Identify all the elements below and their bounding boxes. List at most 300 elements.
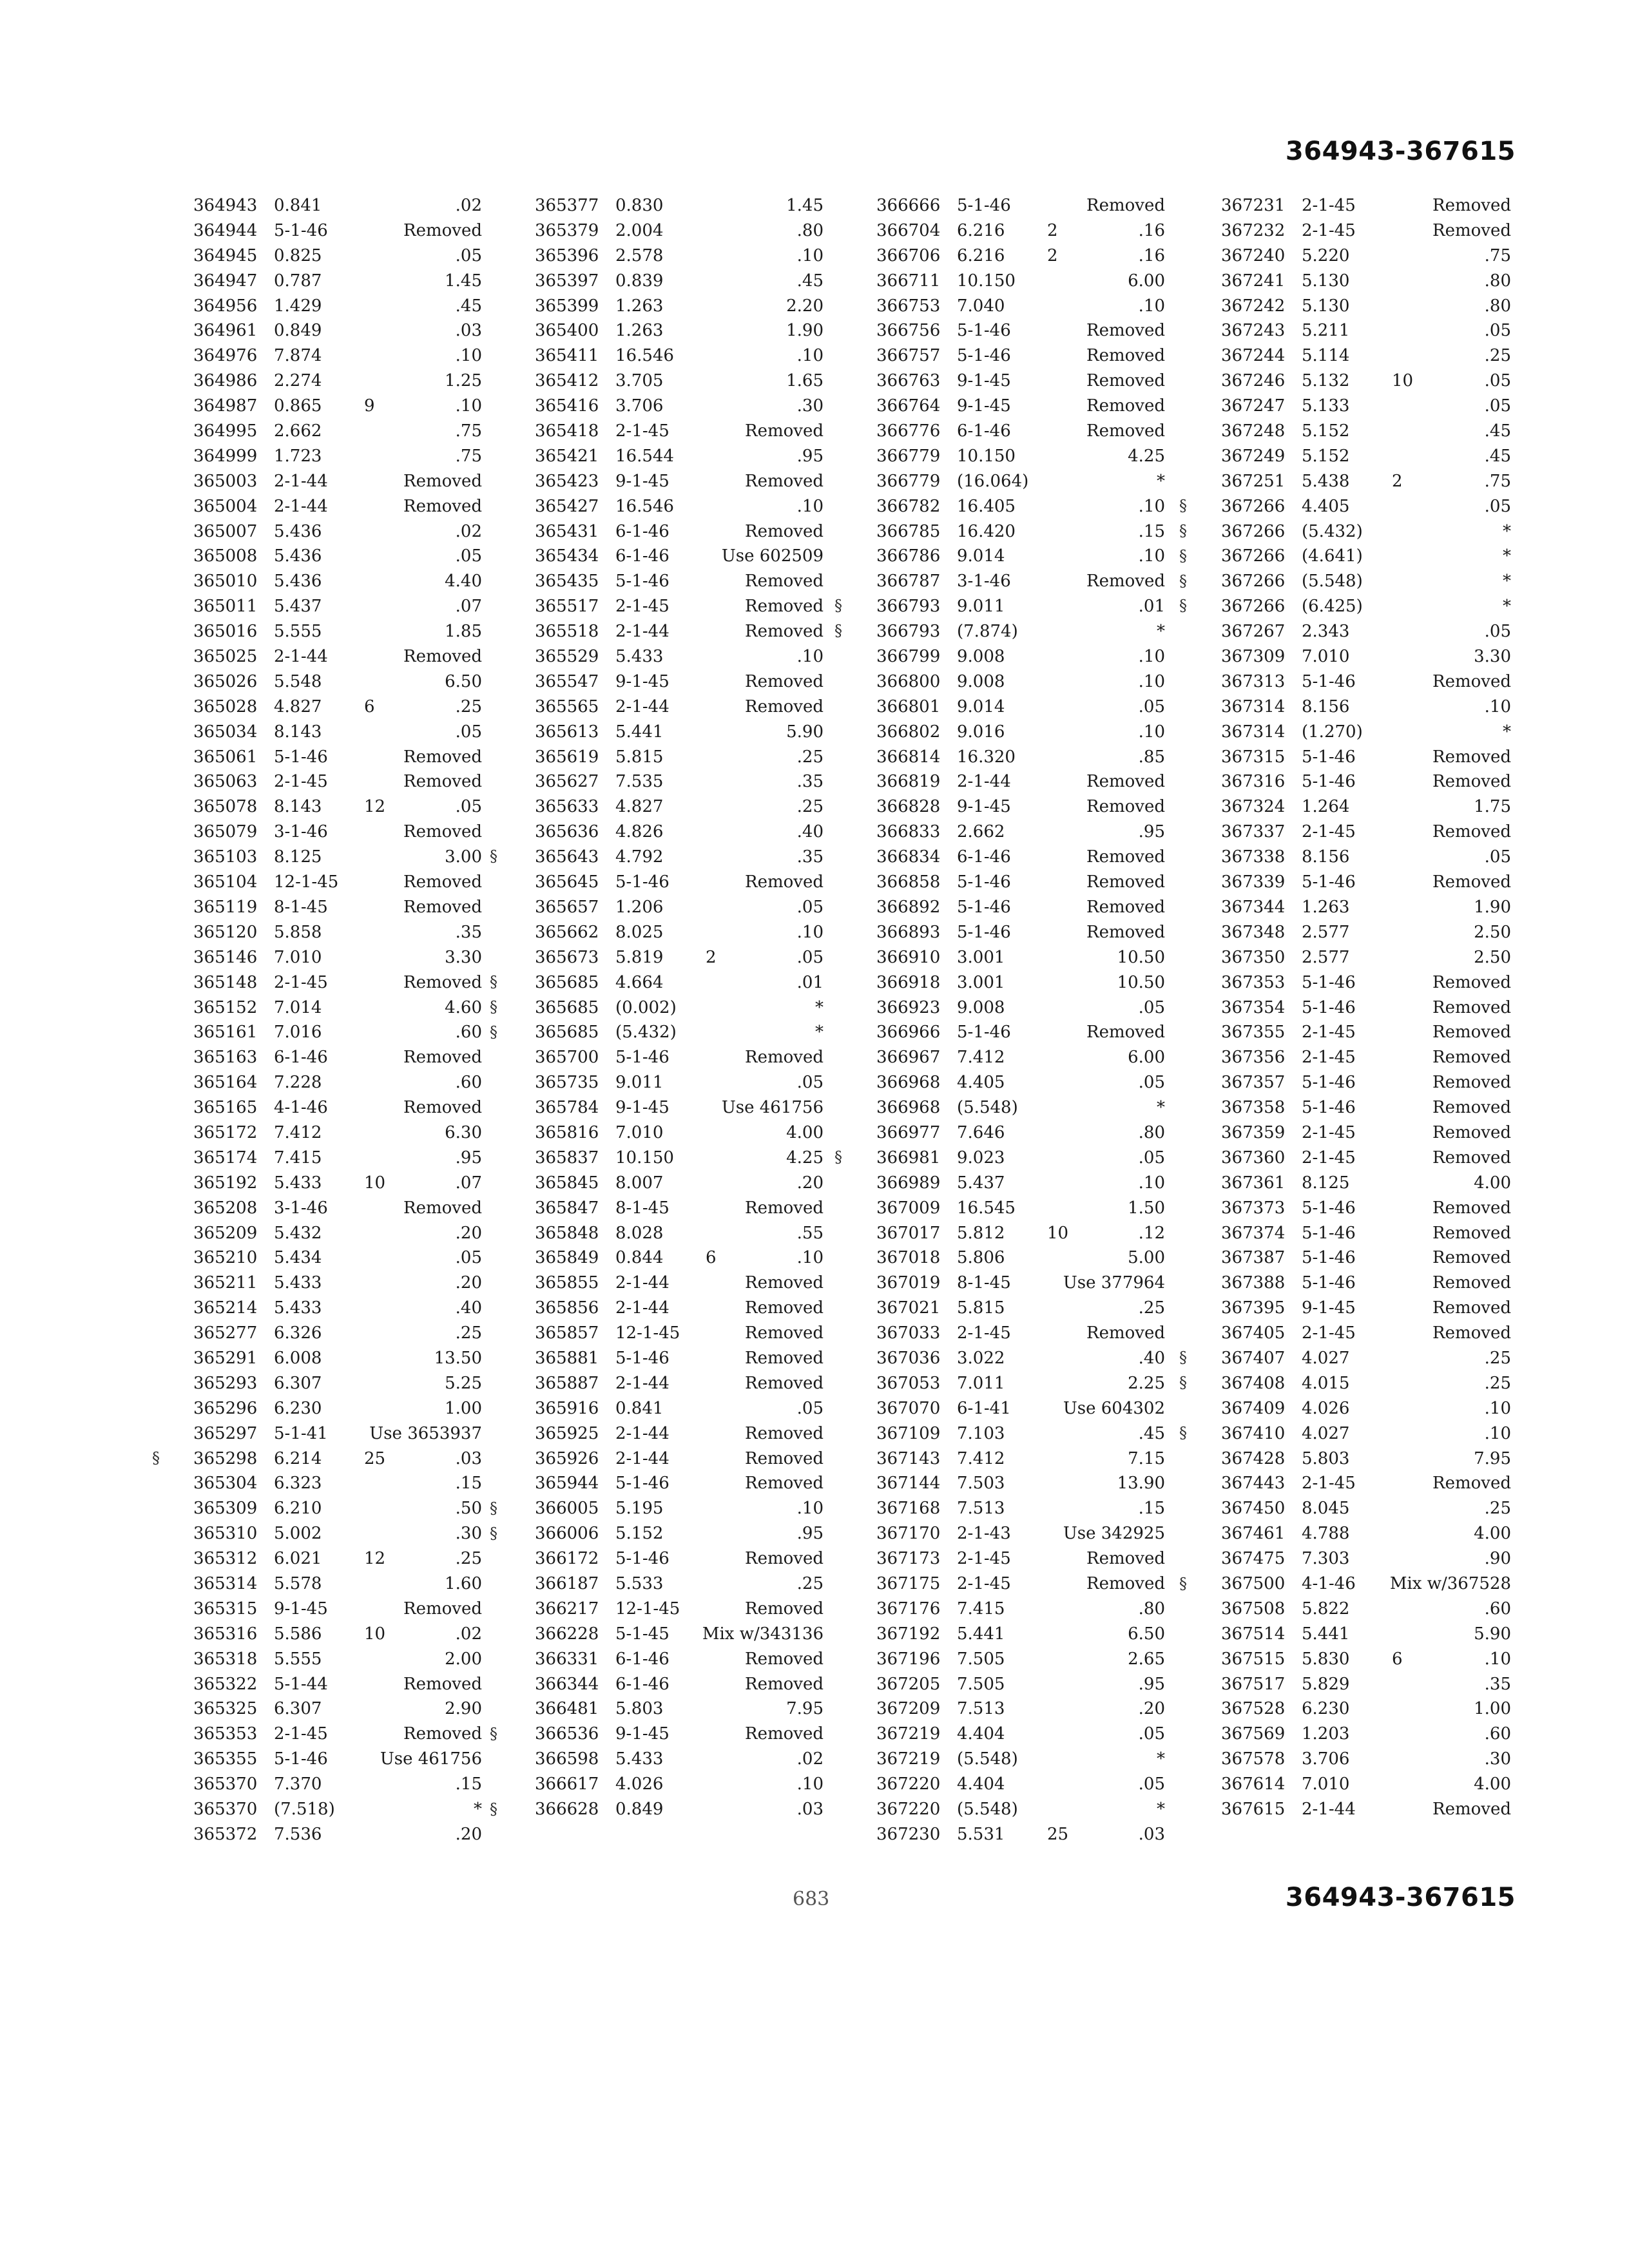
part-number: 365316 bbox=[193, 1624, 258, 1644]
value-cell: 5.437 bbox=[274, 597, 322, 617]
value-cell: 4.788 bbox=[1302, 1524, 1350, 1544]
section-mark: § bbox=[1179, 1424, 1187, 1443]
price-cell: 7.15 bbox=[1128, 1448, 1165, 1468]
part-number: 366799 bbox=[876, 647, 941, 667]
value-cell: 7.535 bbox=[615, 772, 664, 792]
part-number: 365887 bbox=[535, 1373, 599, 1393]
value-cell: 0.865 bbox=[274, 396, 322, 416]
price-cell: .60 bbox=[455, 1073, 482, 1093]
value-cell: 9.023 bbox=[957, 1148, 1005, 1168]
price-cell: Removed bbox=[1086, 797, 1165, 817]
value-cell: 5-1-46 bbox=[615, 872, 670, 892]
part-number: 365412 bbox=[535, 371, 599, 391]
table-row bbox=[535, 444, 824, 469]
table-row bbox=[1221, 1696, 1511, 1722]
value-cell: 4.404 bbox=[957, 1724, 1005, 1744]
value-cell: 2-1-45 bbox=[274, 1724, 328, 1744]
section-mark: § bbox=[1179, 597, 1187, 615]
price-cell: Removed bbox=[1432, 1223, 1511, 1243]
part-number: 364999 bbox=[193, 446, 258, 466]
price-cell: .15 bbox=[1138, 1499, 1165, 1519]
table-row bbox=[193, 1622, 482, 1647]
price-cell: .20 bbox=[796, 1173, 824, 1193]
part-number: 367461 bbox=[1221, 1524, 1286, 1544]
part-number: 365325 bbox=[193, 1699, 258, 1719]
price-cell: * bbox=[1503, 572, 1511, 591]
table-row bbox=[876, 1471, 1165, 1496]
price-cell: 6.00 bbox=[1128, 271, 1165, 291]
table-row bbox=[535, 995, 824, 1021]
value-cell: 4.826 bbox=[615, 822, 664, 842]
value-cell: 5.812 bbox=[957, 1223, 1005, 1243]
section-mark: § bbox=[490, 997, 497, 1016]
part-number: 366666 bbox=[876, 196, 941, 215]
price-cell: .30 bbox=[455, 1524, 482, 1544]
value-cell: 5-1-46 bbox=[1302, 1098, 1356, 1118]
table-row bbox=[193, 1471, 482, 1496]
value-cell: 4.664 bbox=[615, 972, 664, 992]
value-cell: 7.228 bbox=[274, 1073, 322, 1093]
part-number: 366704 bbox=[876, 220, 941, 240]
price-cell: Removed bbox=[403, 471, 482, 491]
value-cell: 7.010 bbox=[1302, 1774, 1350, 1794]
table-row bbox=[193, 895, 482, 920]
table-row bbox=[1221, 1045, 1511, 1070]
value-cell: 9.011 bbox=[615, 1073, 664, 1093]
table-row bbox=[193, 1696, 482, 1722]
table-row bbox=[193, 1797, 482, 1822]
value-cell: 16.546 bbox=[615, 346, 674, 366]
price-cell: 10.50 bbox=[1117, 947, 1165, 967]
value-cell: 6-1-41 bbox=[957, 1398, 1011, 1418]
part-number: 365421 bbox=[535, 446, 599, 466]
quantity-cell: 10 bbox=[364, 1624, 386, 1644]
part-number: 365370 bbox=[193, 1774, 258, 1794]
table-row bbox=[1221, 695, 1511, 720]
price-cell: Removed bbox=[1432, 1122, 1511, 1142]
table-row bbox=[1221, 1346, 1511, 1371]
part-number: 366187 bbox=[535, 1573, 599, 1593]
price-cell: Removed bbox=[1086, 1023, 1165, 1043]
part-number: 365816 bbox=[535, 1122, 599, 1142]
table-row bbox=[193, 1822, 482, 1847]
table-row bbox=[1221, 1546, 1511, 1571]
table-row bbox=[1221, 394, 1511, 419]
table-row bbox=[193, 1221, 482, 1246]
value-cell: 0.841 bbox=[615, 1398, 664, 1418]
part-number: 365673 bbox=[535, 947, 599, 967]
table-row bbox=[876, 1146, 1165, 1171]
part-number: 366989 bbox=[876, 1173, 941, 1193]
price-cell: .02 bbox=[455, 521, 482, 541]
part-number: 367033 bbox=[876, 1323, 941, 1343]
table-row bbox=[1221, 1070, 1511, 1095]
part-number: 366910 bbox=[876, 947, 941, 967]
price-cell: Removed bbox=[1086, 1323, 1165, 1343]
value-cell: 2-1-45 bbox=[1302, 220, 1356, 240]
value-cell: 0.839 bbox=[615, 271, 664, 291]
price-cell: .80 bbox=[1484, 271, 1511, 291]
part-number: 367266 bbox=[1221, 597, 1286, 617]
quantity-cell: 25 bbox=[1047, 1824, 1069, 1844]
part-number: 365165 bbox=[193, 1098, 258, 1118]
table-row bbox=[535, 1245, 824, 1271]
price-cell: .95 bbox=[1138, 822, 1165, 842]
table-row bbox=[193, 1597, 482, 1622]
value-cell: 9-1-45 bbox=[957, 371, 1011, 391]
part-number: 365916 bbox=[535, 1398, 599, 1418]
price-cell: .80 bbox=[796, 220, 824, 240]
price-cell: Removed bbox=[745, 1323, 824, 1343]
table-row bbox=[876, 820, 1165, 845]
value-cell: 5.830 bbox=[1302, 1649, 1350, 1669]
table-row bbox=[535, 1446, 824, 1472]
part-number: 367356 bbox=[1221, 1048, 1286, 1068]
value-cell: 2.577 bbox=[1302, 922, 1350, 942]
value-cell: 5.441 bbox=[1302, 1624, 1350, 1644]
value-cell: 5.211 bbox=[1302, 321, 1350, 341]
table-row bbox=[193, 1421, 482, 1446]
value-cell: 4.405 bbox=[957, 1073, 1005, 1093]
value-cell: 2-1-45 bbox=[1302, 196, 1356, 215]
value-cell: 0.830 bbox=[615, 196, 664, 215]
value-cell: 2-1-45 bbox=[957, 1573, 1011, 1593]
value-cell: 4.027 bbox=[1302, 1423, 1350, 1443]
part-number: 366977 bbox=[876, 1122, 941, 1142]
value-cell: (5.548) bbox=[957, 1098, 1018, 1118]
part-number: 365163 bbox=[193, 1048, 258, 1068]
price-cell: Removed bbox=[745, 671, 824, 691]
part-number: 366763 bbox=[876, 371, 941, 391]
price-cell: * bbox=[1503, 546, 1511, 566]
part-number: 365856 bbox=[535, 1298, 599, 1318]
section-mark: § bbox=[490, 1499, 497, 1517]
table-row bbox=[193, 1171, 482, 1196]
quantity-cell: 10 bbox=[1047, 1223, 1069, 1243]
part-number: 365161 bbox=[193, 1023, 258, 1043]
part-number: 365547 bbox=[535, 671, 599, 691]
value-cell: 5-1-46 bbox=[1302, 1273, 1356, 1293]
table-row bbox=[876, 544, 1165, 569]
part-number: 365026 bbox=[193, 671, 258, 691]
price-cell: .45 bbox=[1484, 446, 1511, 466]
table-row bbox=[193, 769, 482, 794]
price-cell: Mix w/343136 bbox=[702, 1624, 824, 1644]
value-cell: 9.014 bbox=[957, 697, 1005, 716]
price-cell: .05 bbox=[1138, 1724, 1165, 1744]
price-cell: .80 bbox=[1138, 1122, 1165, 1142]
value-cell: 6-1-46 bbox=[957, 421, 1011, 441]
table-row bbox=[1221, 1245, 1511, 1271]
page-range-header: 364943-367615 bbox=[1285, 137, 1516, 166]
table-row bbox=[193, 318, 482, 343]
price-cell: 1.45 bbox=[445, 271, 482, 291]
part-number: 367316 bbox=[1221, 772, 1286, 792]
price-cell: 1.45 bbox=[786, 196, 824, 215]
part-number: 365322 bbox=[193, 1674, 258, 1694]
quantity-cell: 9 bbox=[364, 396, 375, 416]
price-cell: .10 bbox=[1138, 647, 1165, 667]
price-cell: Removed bbox=[1432, 1048, 1511, 1068]
part-number: 366617 bbox=[535, 1774, 599, 1794]
value-cell: 8.156 bbox=[1302, 697, 1350, 716]
part-number: 367249 bbox=[1221, 446, 1286, 466]
price-cell: 5.90 bbox=[786, 722, 824, 742]
value-cell: 5-1-46 bbox=[1302, 747, 1356, 767]
value-cell: 2-1-44 bbox=[957, 772, 1011, 792]
value-cell: 5-1-46 bbox=[957, 196, 1011, 215]
table-row bbox=[535, 294, 824, 319]
price-cell: * bbox=[1503, 722, 1511, 742]
table-row bbox=[1221, 619, 1511, 644]
price-cell: 2.50 bbox=[1474, 922, 1511, 942]
table-row bbox=[876, 1597, 1165, 1622]
price-cell: .05 bbox=[1484, 321, 1511, 341]
price-cell: Removed bbox=[745, 1373, 824, 1393]
value-cell: 6-1-46 bbox=[615, 521, 670, 541]
part-number: 367578 bbox=[1221, 1749, 1286, 1769]
part-number: 365517 bbox=[535, 597, 599, 617]
table-row bbox=[535, 1221, 824, 1246]
part-number: 366828 bbox=[876, 797, 941, 817]
part-number: 367168 bbox=[876, 1499, 941, 1519]
price-cell: 4.00 bbox=[1474, 1173, 1511, 1193]
table-row bbox=[535, 745, 824, 770]
value-cell: 5.002 bbox=[274, 1524, 322, 1544]
price-cell: .10 bbox=[1138, 671, 1165, 691]
table-row bbox=[535, 1772, 824, 1797]
price-cell: .60 bbox=[1484, 1599, 1511, 1619]
table-row bbox=[1221, 1321, 1511, 1346]
price-cell: Removed bbox=[403, 1048, 482, 1068]
value-cell: 5.133 bbox=[1302, 396, 1350, 416]
value-cell: 5.152 bbox=[615, 1524, 664, 1544]
table-row bbox=[1221, 1120, 1511, 1146]
price-cell: Removed bbox=[745, 1423, 824, 1443]
price-cell: * bbox=[474, 1800, 482, 1819]
part-number: 367361 bbox=[1221, 1173, 1286, 1193]
table-row bbox=[193, 419, 482, 444]
price-cell: Removed bbox=[1432, 772, 1511, 792]
price-cell: Removed bbox=[745, 421, 824, 441]
section-mark: § bbox=[1179, 1574, 1187, 1593]
table-row bbox=[876, 1221, 1165, 1246]
price-cell: Removed bbox=[1432, 972, 1511, 992]
table-row bbox=[535, 1722, 824, 1747]
part-number: 365643 bbox=[535, 847, 599, 867]
part-number: 365619 bbox=[535, 747, 599, 767]
quantity-cell: 6 bbox=[364, 697, 375, 716]
table-row bbox=[193, 619, 482, 644]
price-cell: .60 bbox=[455, 1023, 482, 1043]
price-cell: Removed bbox=[745, 622, 824, 642]
value-cell: 2.662 bbox=[957, 822, 1005, 842]
value-cell: 7.415 bbox=[274, 1148, 322, 1168]
value-cell: 5.195 bbox=[615, 1499, 664, 1519]
table-row bbox=[876, 494, 1165, 519]
value-cell: 3.706 bbox=[1302, 1749, 1350, 1769]
part-number: 367241 bbox=[1221, 271, 1286, 291]
part-number: 365685 bbox=[535, 972, 599, 992]
value-cell: 7.415 bbox=[957, 1599, 1005, 1619]
part-number: 365208 bbox=[193, 1198, 258, 1218]
price-cell: .45 bbox=[1484, 421, 1511, 441]
quantity-cell: 25 bbox=[364, 1448, 386, 1468]
table-row bbox=[193, 695, 482, 720]
price-cell: .03 bbox=[796, 1800, 824, 1819]
table-row bbox=[535, 218, 824, 244]
table-row bbox=[1221, 544, 1511, 569]
value-cell: (5.432) bbox=[1302, 521, 1363, 541]
part-number: 367348 bbox=[1221, 922, 1286, 942]
part-number: 367569 bbox=[1221, 1724, 1286, 1744]
table-row bbox=[876, 1020, 1165, 1045]
part-number: 365645 bbox=[535, 872, 599, 892]
table-row bbox=[535, 193, 824, 218]
price-cell: .10 bbox=[1138, 722, 1165, 742]
value-cell: 5.433 bbox=[615, 1749, 664, 1769]
value-cell: 8.007 bbox=[615, 1173, 664, 1193]
value-cell: 2.577 bbox=[1302, 947, 1350, 967]
table-row bbox=[1221, 720, 1511, 745]
table-row bbox=[876, 1446, 1165, 1472]
table-row bbox=[193, 1571, 482, 1597]
part-number: 367143 bbox=[876, 1448, 941, 1468]
price-cell: * bbox=[1157, 471, 1165, 491]
value-cell: 2.578 bbox=[615, 245, 664, 265]
price-cell: .95 bbox=[1138, 1674, 1165, 1694]
price-cell: .50 bbox=[455, 1499, 482, 1519]
section-mark: § bbox=[834, 597, 842, 615]
table-row bbox=[193, 218, 482, 244]
value-cell: 5-1-46 bbox=[957, 922, 1011, 942]
table-row bbox=[193, 945, 482, 970]
value-cell: 0.787 bbox=[274, 271, 322, 291]
price-cell: 6.50 bbox=[1128, 1624, 1165, 1644]
price-cell: .05 bbox=[1484, 496, 1511, 516]
table-row bbox=[876, 569, 1165, 594]
part-number: 367017 bbox=[876, 1223, 941, 1243]
price-cell: .05 bbox=[1484, 371, 1511, 391]
value-cell: 6-1-46 bbox=[274, 1048, 328, 1068]
part-number: 367242 bbox=[1221, 296, 1286, 316]
value-cell: 7.505 bbox=[957, 1649, 1005, 1669]
part-number: 365657 bbox=[535, 897, 599, 917]
value-cell: (4.641) bbox=[1302, 546, 1363, 566]
part-number: 367209 bbox=[876, 1699, 941, 1719]
table-row bbox=[193, 1546, 482, 1571]
price-cell: 2.25 bbox=[1128, 1373, 1165, 1393]
value-cell: (7.518) bbox=[274, 1800, 335, 1819]
value-cell: 5.433 bbox=[615, 647, 664, 667]
part-number: 366711 bbox=[876, 271, 941, 291]
part-number: 365214 bbox=[193, 1298, 258, 1318]
part-number: 367243 bbox=[1221, 321, 1286, 341]
table-row bbox=[193, 1672, 482, 1697]
table-row bbox=[1221, 1797, 1511, 1822]
value-cell: 9-1-45 bbox=[615, 671, 670, 691]
part-number: 367240 bbox=[1221, 245, 1286, 265]
value-cell: 5.548 bbox=[274, 671, 322, 691]
value-cell: 6-1-46 bbox=[615, 1649, 670, 1669]
price-cell: 1.00 bbox=[1474, 1699, 1511, 1719]
price-cell: .25 bbox=[796, 797, 824, 817]
table-row bbox=[876, 1371, 1165, 1396]
part-number: 366598 bbox=[535, 1749, 599, 1769]
price-cell: Removed bbox=[1086, 421, 1165, 441]
part-number: 367021 bbox=[876, 1298, 941, 1318]
price-cell: .10 bbox=[455, 396, 482, 416]
table-row bbox=[1221, 1296, 1511, 1321]
part-number: 367407 bbox=[1221, 1348, 1286, 1368]
value-cell: 3.001 bbox=[957, 947, 1005, 967]
part-number: 365435 bbox=[535, 572, 599, 591]
value-cell: 0.825 bbox=[274, 245, 322, 265]
price-cell: Removed bbox=[1432, 1073, 1511, 1093]
part-number: 365007 bbox=[193, 521, 258, 541]
value-cell: (5.548) bbox=[957, 1800, 1018, 1819]
table-row bbox=[535, 544, 824, 569]
table-row bbox=[1221, 1647, 1511, 1672]
table-row bbox=[193, 294, 482, 319]
part-number: 365174 bbox=[193, 1148, 258, 1168]
part-number: 367266 bbox=[1221, 572, 1286, 591]
price-cell: .40 bbox=[796, 822, 824, 842]
section-mark: § bbox=[834, 1148, 842, 1167]
price-cell: .60 bbox=[1484, 1724, 1511, 1744]
table-row bbox=[535, 945, 824, 970]
table-row bbox=[1221, 895, 1511, 920]
price-cell: Removed bbox=[745, 1048, 824, 1068]
part-number: 367314 bbox=[1221, 697, 1286, 716]
part-number: 367220 bbox=[876, 1774, 941, 1794]
value-cell: 1.263 bbox=[1302, 897, 1350, 917]
part-number: 367515 bbox=[1221, 1649, 1286, 1669]
part-number: 365427 bbox=[535, 496, 599, 516]
price-cell: Removed bbox=[1086, 922, 1165, 942]
price-cell: .05 bbox=[1484, 396, 1511, 416]
table-row bbox=[876, 1747, 1165, 1772]
price-cell: .02 bbox=[796, 1749, 824, 1769]
price-cell: Removed bbox=[1432, 1298, 1511, 1318]
price-cell: Use 461756 bbox=[721, 1098, 824, 1118]
value-cell: 8.125 bbox=[1302, 1173, 1350, 1193]
section-mark: § bbox=[490, 1023, 497, 1041]
table-row bbox=[535, 1546, 824, 1571]
table-row bbox=[193, 569, 482, 594]
part-number: 365119 bbox=[193, 897, 258, 917]
part-number: 366800 bbox=[876, 671, 941, 691]
table-row bbox=[1221, 820, 1511, 845]
value-cell: 2-1-44 bbox=[274, 471, 328, 491]
page-number: 683 bbox=[793, 1888, 830, 1910]
value-cell: 9.008 bbox=[957, 647, 1005, 667]
price-cell: .35 bbox=[796, 847, 824, 867]
part-number: 365565 bbox=[535, 697, 599, 716]
part-number: 365685 bbox=[535, 997, 599, 1017]
table-row bbox=[193, 519, 482, 544]
part-number: 367251 bbox=[1221, 471, 1286, 491]
part-number: 367350 bbox=[1221, 947, 1286, 967]
table-row bbox=[876, 1045, 1165, 1070]
table-row bbox=[876, 995, 1165, 1021]
table-row bbox=[535, 369, 824, 394]
value-cell: 2-1-45 bbox=[957, 1549, 1011, 1569]
price-cell: .20 bbox=[455, 1824, 482, 1844]
value-cell: 3-1-46 bbox=[957, 572, 1011, 591]
part-number: 367410 bbox=[1221, 1423, 1286, 1443]
part-number: 365845 bbox=[535, 1173, 599, 1193]
